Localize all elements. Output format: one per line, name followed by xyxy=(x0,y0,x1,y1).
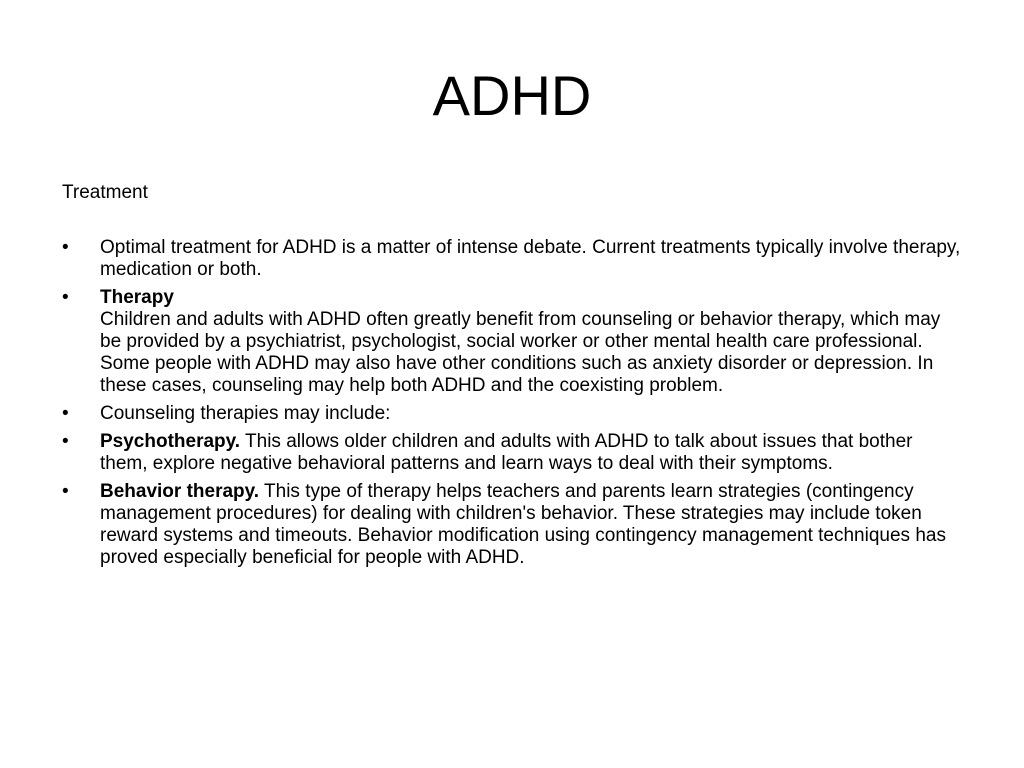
bullet-item-optimal-treatment xyxy=(62,237,962,281)
bullet-text: Counseling therapies may include: xyxy=(100,403,391,424)
bullet-item-counseling-therapies xyxy=(62,403,962,425)
bullet-item-psychotherapy xyxy=(62,431,962,475)
bullet-marker: • xyxy=(62,431,69,452)
bullet-item-behavior-therapy xyxy=(62,481,962,569)
bullet-bold-heading: Therapy xyxy=(100,287,174,308)
bullet-bold-term: Behavior therapy. xyxy=(100,481,260,502)
bullet-content xyxy=(100,481,962,569)
bullet-item-therapy xyxy=(62,287,962,397)
bullet-marker: • xyxy=(62,481,69,502)
bullet-content xyxy=(100,431,962,475)
bullet-text: Optimal treatment for ADHD is a matter of intense debate. Current treatments typically involve therapy, medication or both. xyxy=(100,237,961,280)
bullet-text: Children and adults with ADHD often greatly benefit from counseling or behavior therapy, which may be provided by a psychiatrist, psychologist, social worker or other mental health care professional. Some people with ADHD may also have other conditions such as anxiety disorder or depression. In these cases, counseling may help both ADHD and the coexisting problem. xyxy=(100,309,941,396)
bullet-text: This type of therapy helps teachers and parents learn strategies (contingency management procedures) for dealing with children's behavior. These strategies may include token reward systems and timeouts. Behavior modification using contingency management techniques has proved especially beneficial for people with ADHD. xyxy=(100,481,946,568)
bullet-marker: • xyxy=(62,237,69,258)
bullet-list xyxy=(62,237,962,575)
bullet-bold-term: Psychotherapy. xyxy=(100,431,241,452)
bullet-marker: • xyxy=(62,403,69,424)
slide-title: ADHD xyxy=(432,64,592,127)
bullet-text: This allows older children and adults with ADHD to talk about issues that bother them, explore negative behavioral patterns and learn ways to deal with their symptoms. xyxy=(100,431,913,474)
section-heading: Treatment xyxy=(62,182,148,203)
bullet-content xyxy=(100,287,962,397)
bullet-marker: • xyxy=(62,287,69,308)
